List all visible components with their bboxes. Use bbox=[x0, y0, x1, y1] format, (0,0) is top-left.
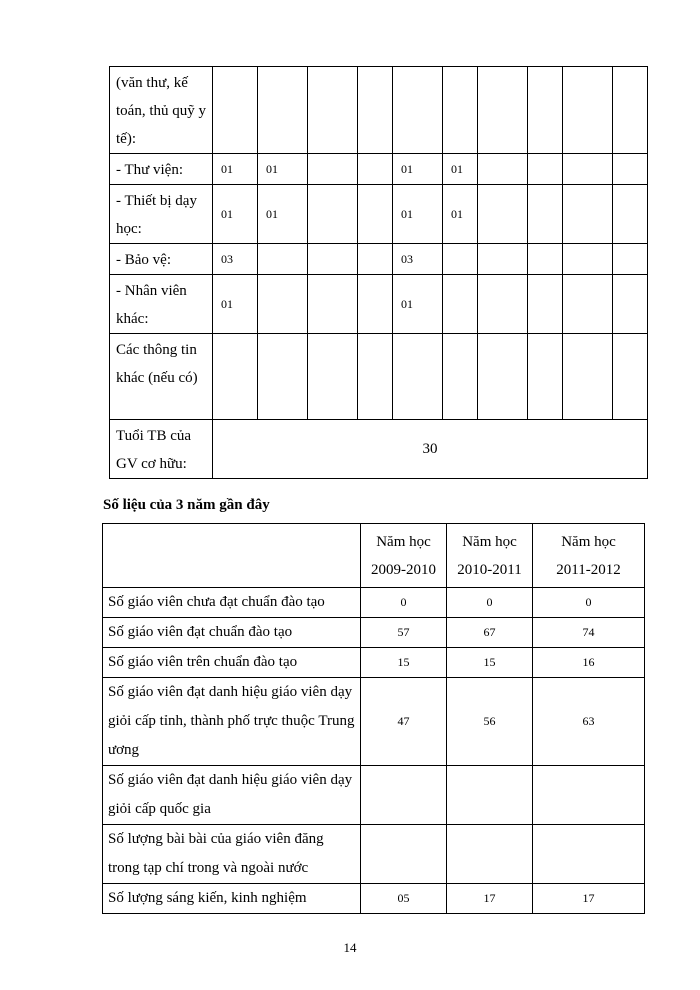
stats-table bbox=[102, 523, 645, 914]
stats-value: 17 bbox=[447, 884, 533, 914]
staff-cell bbox=[478, 334, 528, 420]
stats-value: 15 bbox=[361, 648, 447, 678]
stats-value bbox=[361, 766, 447, 825]
staff-cell bbox=[443, 67, 478, 154]
staff-cell bbox=[563, 334, 613, 420]
staff-cell bbox=[443, 244, 478, 275]
staff-cell: 01 bbox=[258, 185, 308, 244]
staff-cell: 01 bbox=[393, 185, 443, 244]
staff-cell bbox=[563, 244, 613, 275]
average-age-label: Tuổi TB của GV cơ hữu: bbox=[110, 420, 213, 479]
staff-row-label: Các thông tin khác (nếu có) bbox=[110, 334, 213, 420]
staff-cell bbox=[478, 185, 528, 244]
staff-table bbox=[109, 66, 648, 479]
stats-row bbox=[103, 618, 645, 648]
stats-value bbox=[533, 825, 645, 884]
stats-value bbox=[447, 766, 533, 825]
staff-cell: 03 bbox=[393, 244, 443, 275]
stats-row-label: Số giáo viên chưa đạt chuẩn đào tạo bbox=[103, 588, 361, 618]
staff-cell bbox=[613, 67, 648, 154]
stats-value: 05 bbox=[361, 884, 447, 914]
staff-cell: 01 bbox=[393, 154, 443, 185]
stats-value: 47 bbox=[361, 678, 447, 766]
staff-row-label: (văn thư, kế toán, thủ quỹ y tế): bbox=[110, 67, 213, 154]
year-header: Năm học 2011-2012 bbox=[533, 524, 645, 588]
staff-cell bbox=[358, 275, 393, 334]
staff-cell bbox=[528, 244, 563, 275]
staff-cell bbox=[393, 334, 443, 420]
staff-cell bbox=[358, 334, 393, 420]
stats-row-label: Số giáo viên đạt chuẩn đào tạo bbox=[103, 618, 361, 648]
stats-row-label: Số giáo viên đạt danh hiệu giáo viên dạy giỏi cấp tỉnh, thành phố trực thuộc Trung ương bbox=[103, 678, 361, 766]
stats-row bbox=[103, 825, 645, 884]
staff-row-label: - Thiết bị dạy học: bbox=[110, 185, 213, 244]
staff-cell bbox=[393, 67, 443, 154]
stats-row bbox=[103, 648, 645, 678]
staff-cell bbox=[478, 67, 528, 154]
staff-cell bbox=[613, 244, 648, 275]
staff-cell bbox=[258, 67, 308, 154]
page-number: 14 bbox=[343, 940, 357, 955]
staff-row-label: - Nhân viên khác: bbox=[110, 275, 213, 334]
stats-row-label: Số giáo viên trên chuẩn đào tạo bbox=[103, 648, 361, 678]
stats-value: 57 bbox=[361, 618, 447, 648]
staff-cell: 01 bbox=[258, 154, 308, 185]
stats-row-label: Số giáo viên đạt danh hiệu giáo viên dạy giỏi cấp quốc gia bbox=[103, 766, 361, 825]
staff-row-label: - Thư viện: bbox=[110, 154, 213, 185]
staff-cell bbox=[528, 154, 563, 185]
staff-cell bbox=[308, 67, 358, 154]
stats-value: 67 bbox=[447, 618, 533, 648]
staff-cell bbox=[528, 67, 563, 154]
staff-cell bbox=[358, 154, 393, 185]
stats-header-blank bbox=[103, 524, 361, 588]
staff-cell bbox=[478, 275, 528, 334]
staff-cell bbox=[258, 334, 308, 420]
staff-row bbox=[110, 154, 648, 185]
stats-header-row bbox=[103, 524, 645, 588]
staff-row bbox=[110, 275, 648, 334]
staff-cell bbox=[563, 154, 613, 185]
average-age-value: 30 bbox=[213, 420, 648, 479]
staff-cell bbox=[613, 185, 648, 244]
stats-value: 0 bbox=[447, 588, 533, 618]
staff-cell bbox=[308, 275, 358, 334]
staff-cell: 03 bbox=[213, 244, 258, 275]
staff-cell bbox=[358, 244, 393, 275]
staff-cell bbox=[478, 244, 528, 275]
staff-cell bbox=[613, 334, 648, 420]
staff-cell bbox=[258, 244, 308, 275]
stats-value bbox=[361, 825, 447, 884]
staff-cell: 01 bbox=[213, 154, 258, 185]
staff-cell bbox=[213, 67, 258, 154]
stats-row bbox=[103, 884, 645, 914]
stats-row-label: Số lượng sáng kiến, kinh nghiệm bbox=[103, 884, 361, 914]
staff-row bbox=[110, 334, 648, 420]
staff-cell bbox=[258, 275, 308, 334]
stats-value bbox=[447, 825, 533, 884]
staff-cell: 01 bbox=[443, 154, 478, 185]
stats-value: 16 bbox=[533, 648, 645, 678]
staff-cell bbox=[528, 334, 563, 420]
stats-value: 63 bbox=[533, 678, 645, 766]
staff-cell bbox=[308, 334, 358, 420]
staff-row bbox=[110, 244, 648, 275]
staff-cell bbox=[528, 275, 563, 334]
staff-cell bbox=[613, 275, 648, 334]
stats-value bbox=[533, 766, 645, 825]
staff-cell bbox=[358, 67, 393, 154]
stats-value: 15 bbox=[447, 648, 533, 678]
stats-value: 17 bbox=[533, 884, 645, 914]
staff-cell bbox=[478, 154, 528, 185]
staff-cell bbox=[613, 154, 648, 185]
staff-cell: 01 bbox=[443, 185, 478, 244]
stats-value: 0 bbox=[361, 588, 447, 618]
stats-row bbox=[103, 766, 645, 825]
staff-cell: 01 bbox=[213, 275, 258, 334]
staff-cell bbox=[563, 275, 613, 334]
staff-row bbox=[110, 67, 648, 154]
staff-cell bbox=[213, 334, 258, 420]
staff-cell: 01 bbox=[393, 275, 443, 334]
year-header: Năm học 2010-2011 bbox=[447, 524, 533, 588]
staff-cell bbox=[443, 275, 478, 334]
stats-value: 0 bbox=[533, 588, 645, 618]
staff-cell bbox=[308, 185, 358, 244]
staff-cell bbox=[308, 154, 358, 185]
stats-row bbox=[103, 678, 645, 766]
staff-cell bbox=[563, 67, 613, 154]
average-age-row bbox=[110, 420, 648, 479]
staff-cell: 01 bbox=[213, 185, 258, 244]
staff-row bbox=[110, 185, 648, 244]
staff-cell bbox=[563, 185, 613, 244]
section-heading: Số liệu của 3 năm gần đây bbox=[103, 497, 270, 513]
stats-row bbox=[103, 588, 645, 618]
stats-value: 56 bbox=[447, 678, 533, 766]
year-header: Năm học 2009-2010 bbox=[361, 524, 447, 588]
stats-value: 74 bbox=[533, 618, 645, 648]
staff-cell bbox=[358, 185, 393, 244]
staff-cell bbox=[528, 185, 563, 244]
staff-cell bbox=[308, 244, 358, 275]
staff-row-label: - Bảo vệ: bbox=[110, 244, 213, 275]
stats-row-label: Số lượng bài bài của giáo viên đăng trong tạp chí trong và ngoài nước bbox=[103, 825, 361, 884]
staff-cell bbox=[443, 334, 478, 420]
